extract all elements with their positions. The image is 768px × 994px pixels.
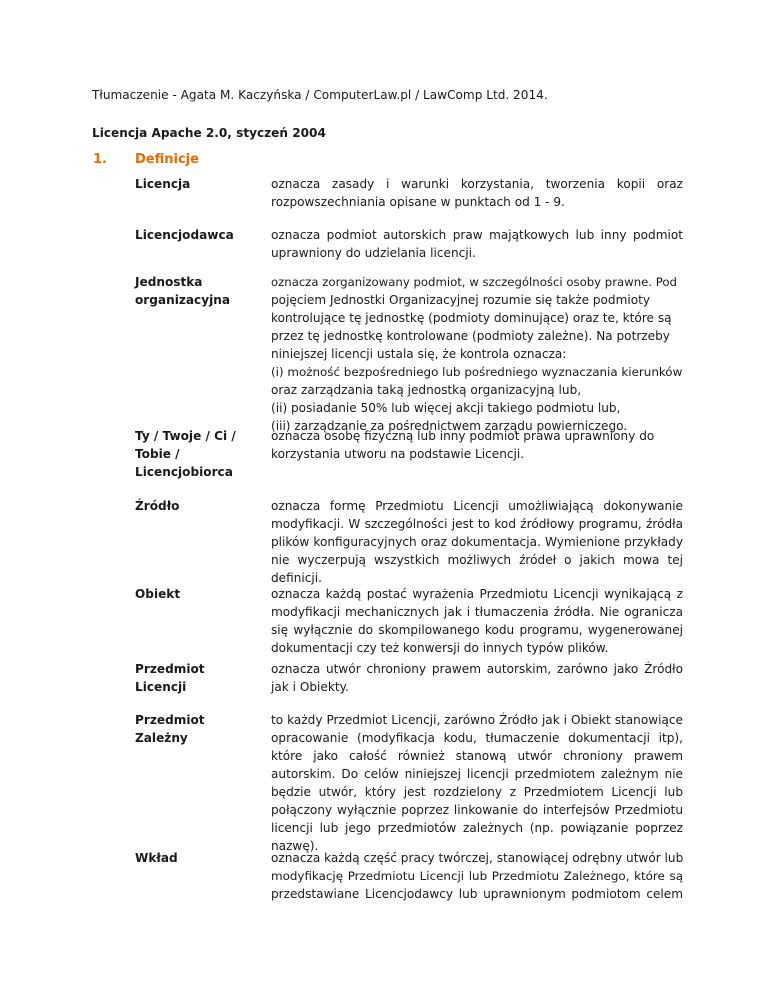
definition-term bbox=[135, 660, 255, 696]
definition-text-line: definicji. bbox=[271, 571, 322, 585]
definition-text-line: pojęciem Jednostki Organizacyjnej rozumie się także podmioty bbox=[271, 293, 651, 307]
definition-text bbox=[271, 497, 683, 587]
definition-term bbox=[135, 711, 255, 747]
definition-term bbox=[135, 497, 255, 515]
definition-term-line: Wkład bbox=[135, 851, 178, 865]
definition-text-line: się wyłącznie do skompilowanego kodu programu, wygenerowanej bbox=[271, 623, 683, 637]
definition-text-line: (i) możność bezpośredniego lub pośredniego wyznaczania kierunków bbox=[271, 365, 683, 379]
definition-text bbox=[271, 849, 683, 903]
definition-term bbox=[135, 226, 255, 244]
definition-term-line: Licencjodawca bbox=[135, 228, 234, 242]
section-number: 1. bbox=[93, 152, 107, 167]
definition-text-line: oznacza każdą postać wyrażenia Przedmiotu Licencji wynikającą z bbox=[271, 587, 683, 601]
definition-text-line: rozpowszechniania opisane w punktach od 1 - 9. bbox=[271, 195, 565, 209]
definition-term-line: Ty / Twoje / Ci / bbox=[135, 429, 236, 443]
definition-text-line: przez tę jednostkę kontrolowane (podmioty zależne). Na potrzeby bbox=[271, 329, 670, 343]
definition-term-line: Przedmiot bbox=[135, 713, 205, 727]
definition-term bbox=[135, 849, 255, 867]
definition-text-line: korzystania utworu na podstawie Licencji. bbox=[271, 447, 525, 461]
definition-text-line: przedstawiane Licencjodawcy lub uprawnionym podmiotom celem bbox=[271, 887, 683, 901]
definition-term-line: organizacyjna bbox=[135, 293, 231, 307]
definition-text bbox=[271, 226, 683, 262]
definition-text-line: modyfikacji mechanicznych jak i tłumaczenia źródła. Nie ogranicza bbox=[271, 605, 683, 619]
definition-text-line: oznacza każdą część pracy twórczej, stanowiącej odrębny utwór lub bbox=[271, 851, 684, 865]
definition-text-line: to każdy Przedmiot Licencji, zarówno Źródło jak i Obiekt stanowiące bbox=[271, 713, 683, 727]
definition-text-line: oznacza utwór chroniony prawem autorskim, zarówno jako Źródło bbox=[271, 662, 683, 676]
definition-text bbox=[271, 660, 683, 696]
definition-term bbox=[135, 175, 255, 193]
definition-text-line: oraz zarządzania taką jednostką organizacyjną lub, bbox=[271, 383, 582, 397]
definition-text-line: połączony wyłącznie poprzez linkowanie do interfejsów Przedmiotu bbox=[271, 803, 683, 817]
definition-text-line: licencji lub jego przedmiotów zależnych (np. powiązanie poprzez bbox=[271, 821, 683, 835]
definition-text-line: uprawniony do udzielania licencji. bbox=[271, 246, 476, 260]
definition-text-line: niniejszej licencji ustala się, że kontrola oznacza: bbox=[271, 347, 567, 361]
definition-term-line: Licencja bbox=[135, 177, 191, 191]
definition-text-line: będzie utwór, który jest rozdzielony z Przedmiotem Licencji lub bbox=[271, 785, 683, 799]
definition-term-line: Przedmiot bbox=[135, 662, 205, 676]
definition-term-line: Jednostka bbox=[135, 275, 203, 289]
definition-text bbox=[271, 273, 683, 435]
definition-text-line: autorskim. Do celów niniejszej licencji przedmiotem zależnym nie bbox=[271, 767, 683, 781]
definition-term-line: Licencjobiorca bbox=[135, 465, 233, 479]
definition-text-line: jak i Obiekty. bbox=[271, 680, 349, 694]
definition-text-line: oznacza zorganizowany podmiot, w szczególności osoby prawne. Pod bbox=[271, 275, 677, 289]
definition-text-line: oznacza zasady i warunki korzystania, tworzenia kopii oraz bbox=[271, 177, 683, 191]
section-title: Definicje bbox=[135, 152, 199, 167]
definition-text-line: nazwę). bbox=[271, 839, 319, 853]
definition-term-line: Licencji bbox=[135, 680, 187, 694]
definition-term-line: Zależny bbox=[135, 731, 188, 745]
definition-text-line: plików konfiguracyjnych oraz dokumentacja. Wymienione przykłady bbox=[271, 535, 683, 549]
definition-term bbox=[135, 427, 255, 481]
definition-text-line: oznacza osobę fizyczną lub inny podmiot prawa uprawniony do bbox=[271, 429, 655, 443]
definition-term bbox=[135, 585, 255, 603]
definition-text bbox=[271, 711, 683, 855]
definition-text-line: nie wyczerpują wszystkich możliwych źródeł o jakich mowa tej bbox=[271, 553, 683, 567]
definition-text-line: które jako całość również stanową utwór chroniony prawem bbox=[271, 749, 683, 763]
definition-term bbox=[135, 273, 255, 309]
definition-text-line: oznacza formę Przedmiotu Licencji umożliwiającą dokonywanie bbox=[271, 499, 683, 513]
definition-text bbox=[271, 585, 683, 657]
definition-term-line: Tobie / bbox=[135, 447, 180, 461]
definition-term-line: Źródło bbox=[135, 499, 180, 513]
definition-text bbox=[271, 175, 683, 211]
definition-text-line: modyfikacji. W szczególności jest to kod źródłowy programu, źródła bbox=[271, 517, 683, 531]
definition-text-line: modyfikację Przedmiotu Licencji lub Przedmiotu Zależnego, które są bbox=[271, 869, 683, 883]
definition-text-line: dokumentacji czy też konwersji do innych typów plików. bbox=[271, 641, 609, 655]
definition-text-line: (ii) posiadanie 50% lub więcej akcji takiego podmiotu lub, bbox=[271, 401, 621, 415]
definition-text-line: opracowanie (modyfikacja kodu, tłumaczenie dokumentacji itp), bbox=[271, 731, 683, 745]
translator-credit: Tłumaczenie - Agata M. Kaczyńska / ComputerLaw.pl / LawComp Ltd. 2014. bbox=[92, 88, 548, 102]
definition-term-line: Obiekt bbox=[135, 587, 181, 601]
definition-text-line: oznacza podmiot autorskich praw majątkowych lub inny podmiot bbox=[271, 228, 683, 242]
license-title: Licencja Apache 2.0, styczeń 2004 bbox=[92, 126, 326, 140]
definition-text-line: (iii) zarządzanie za pośrednictwem zarządu powierniczego. bbox=[271, 419, 628, 433]
definition-text-line: kontrolujące tę jednostkę (podmioty dominujące) oraz te, które są bbox=[271, 311, 672, 325]
definition-text bbox=[271, 427, 683, 463]
